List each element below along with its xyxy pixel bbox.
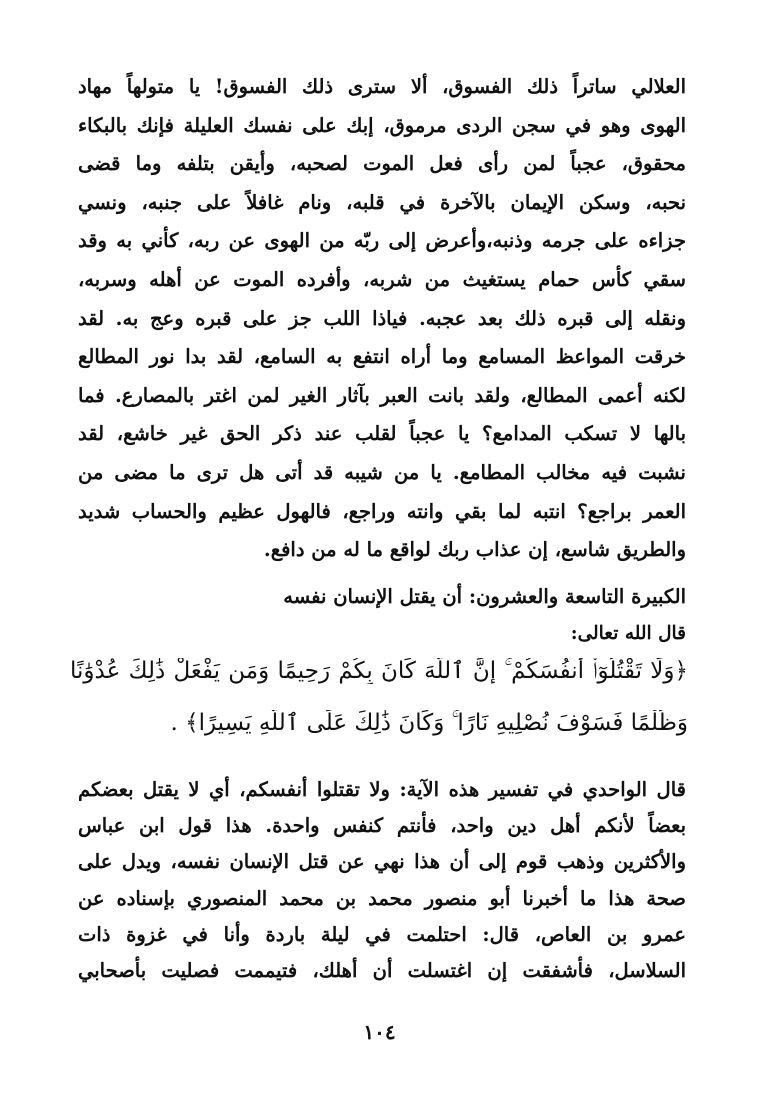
text-line: خرقت المواعظ المسامع وما أراه انتفع به السامع، لقد بدا نور المطالع — [78, 345, 686, 369]
text-line: لكنه أعمى المطالع، ولقد بانت العبر بآثار الغير لمن اغتر بالمصارع. فما — [78, 383, 686, 407]
quran-verse-line: وَظُلْمًا فَسَوْفَ نُصْلِيهِ نَارًا ۚ وَكَانَ ذَٰلِكَ عَلَى ٱللَّهِ يَسِيرًا﴾ . — [170, 710, 688, 736]
text-line-last: والطريق شاسع، إن عذاب ربك لواقع ما له من دافع. — [263, 538, 686, 562]
text-line: سقي كأس حمام يستغيث من شربه، وأفرده الموت عن أهله وسربه، — [78, 267, 686, 291]
text-line: والأكثرين وذهب قوم إلى أن هذا نهي عن قتل الإنسان نفسه، ويدل على — [78, 850, 686, 874]
text-line: قال الواحدي في تفسير هذه الآية: ولا تقتلوا أنفسكم، أي لا يقتل بعضكم — [78, 778, 686, 801]
text-line: العلالي ساتراً ذلك الفسوق، ألا سترى ذلك الفسوق! يا متولهاً مهاد — [78, 75, 686, 98]
text-line: نشبت فيه مخالب المطامع. يا من شيبه قد أتى هل ترى ما مضى من — [78, 460, 686, 484]
text-line: نحبه، وسكن الإيمان بالآخرة في قلبه، ونام غافلاً على جنبه، ونسي — [78, 190, 686, 214]
text-line: جزاءه على جرمه وذنبه،وأعرض إلى ربّه من الهوى عن ربه، كأني به وقد — [78, 229, 686, 253]
text-line: بالها لا تسكب المدامع؟ يا عجباً لقلب عند ذكر الحق غير خاشع، لقد — [78, 422, 686, 446]
text-line: السلاسل، فأشفقت إن اغتسلت أن أهلك، فتيممت فصليت بأصحابي — [78, 958, 686, 982]
text-line: عمرو بن العاص، قال: احتلمت في ليلة باردة وأنا في غزوة ذات — [78, 922, 686, 946]
verse-intro: قال الله تعالى: — [570, 623, 686, 644]
page-number: ١٠٤ — [363, 1020, 396, 1044]
text-line: محقوق، عجباً لمن رأى فعل الموت لصحبه، وأيقن بتلفه وما قضى — [78, 152, 686, 176]
paragraph-1 — [78, 68, 686, 570]
paragraph-2 — [78, 772, 686, 989]
section-heading: الكبيرة التاسعة والعشرون: أن يقتل الإنسان نفسه — [283, 585, 686, 608]
text-line: الهوى وهو في سجن الردى مرموق، إبك على نفسك العليلة فإنك بالبكاء — [78, 113, 686, 137]
text-line: صحة هذا ما أخبرنا أبو منصور محمد بن محمد المنصوري بإسناده عن — [78, 886, 686, 910]
text-line: بعضاً لأنكم أهل دين واحد، فأنتم كنفس واحدة. هذا قول ابن عباس — [78, 814, 686, 838]
text-line: ونقله إلى قبره ذلك بعد عجبه. فياذا اللب جز على قبره وعج به. لقد — [78, 306, 686, 330]
text-line: العمر براجع؟ انتبه لما بقي وانته وراجع، فالهول عظيم والحساب شديد — [78, 499, 686, 523]
quran-verse-line: ﴿وَلَا تَقْتُلُوٓا۟ أَنفُسَكُمْ ۚ إِنَّ ٱللَّهَ كَانَ بِكُمْ رَحِيمًا وَمَن يَفْعَلْ ذَٰلِكَ عُدْوَٰنًا — [70, 658, 688, 684]
